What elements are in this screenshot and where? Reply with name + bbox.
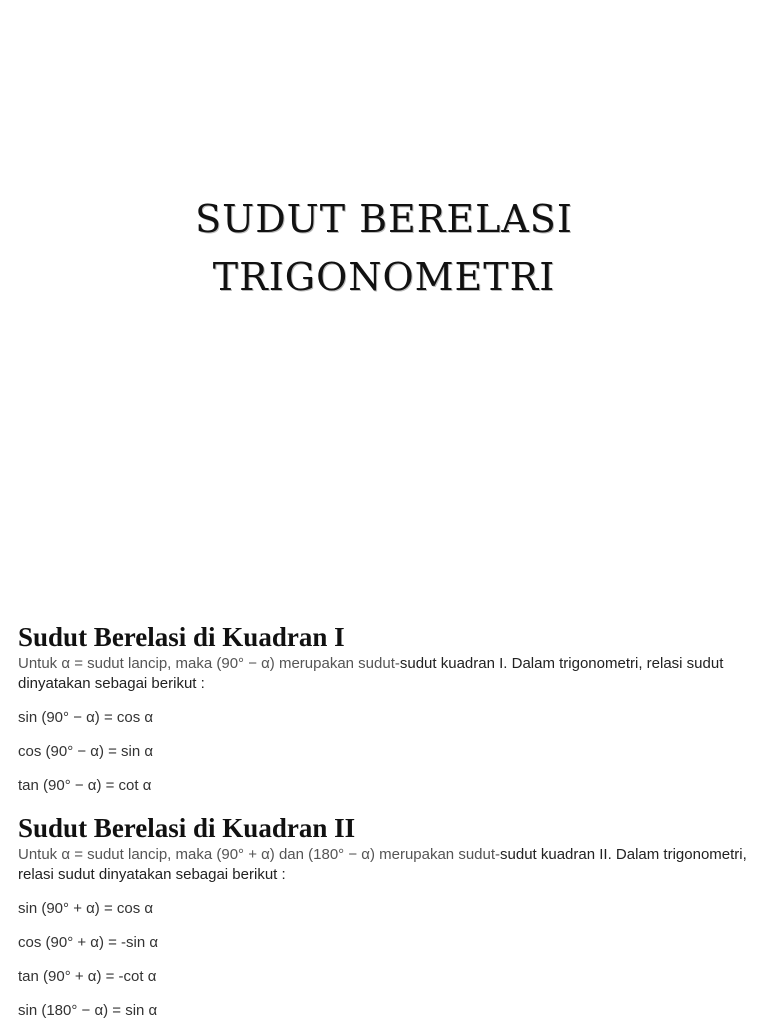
section-kuadran-1 bbox=[18, 620, 766, 796]
intro-text-light: Untuk α = sudut lancip, maka (90° − α) merupakan sudut- bbox=[18, 655, 400, 672]
page-title bbox=[0, 190, 768, 306]
title-line-1: SUDUT BERELASI bbox=[195, 197, 573, 241]
formula-item: cos (90° − α) = sin α bbox=[18, 743, 154, 760]
formula-item: tan (90° + α) = -cot α bbox=[18, 968, 157, 985]
formula-item: sin (90° + α) = cos α bbox=[18, 900, 154, 917]
section-intro bbox=[18, 845, 766, 885]
intro-text-dark: sudut kuadran I. Dalam trigonometri, relasi sudut dinyatakan sebagai berikut : bbox=[18, 655, 724, 692]
intro-text-light: Untuk α = sudut lancip, maka (90° + α) dan (180° − α) merupakan sudut- bbox=[18, 846, 501, 863]
section-intro bbox=[18, 654, 766, 694]
intro-text-dark: sudut kuadran II. Dalam trigonometri, relasi sudut dinyatakan sebagai berikut : bbox=[18, 846, 747, 883]
title-line-2: TRIGONOMETRI bbox=[212, 255, 556, 299]
formula-item: tan (90° − α) = cot α bbox=[18, 777, 152, 794]
section-heading: Sudut Berelasi di Kuadran II bbox=[18, 813, 356, 843]
formula-list bbox=[18, 899, 766, 1021]
formula-list bbox=[18, 708, 766, 796]
section-kuadran-2 bbox=[18, 811, 766, 1021]
formula-item: cos (90° + α) = -sin α bbox=[18, 934, 159, 951]
formula-item: sin (90° − α) = cos α bbox=[18, 709, 154, 726]
section-heading: Sudut Berelasi di Kuadran I bbox=[18, 622, 345, 652]
formula-item: sin (180° − α) = sin α bbox=[18, 1002, 158, 1019]
